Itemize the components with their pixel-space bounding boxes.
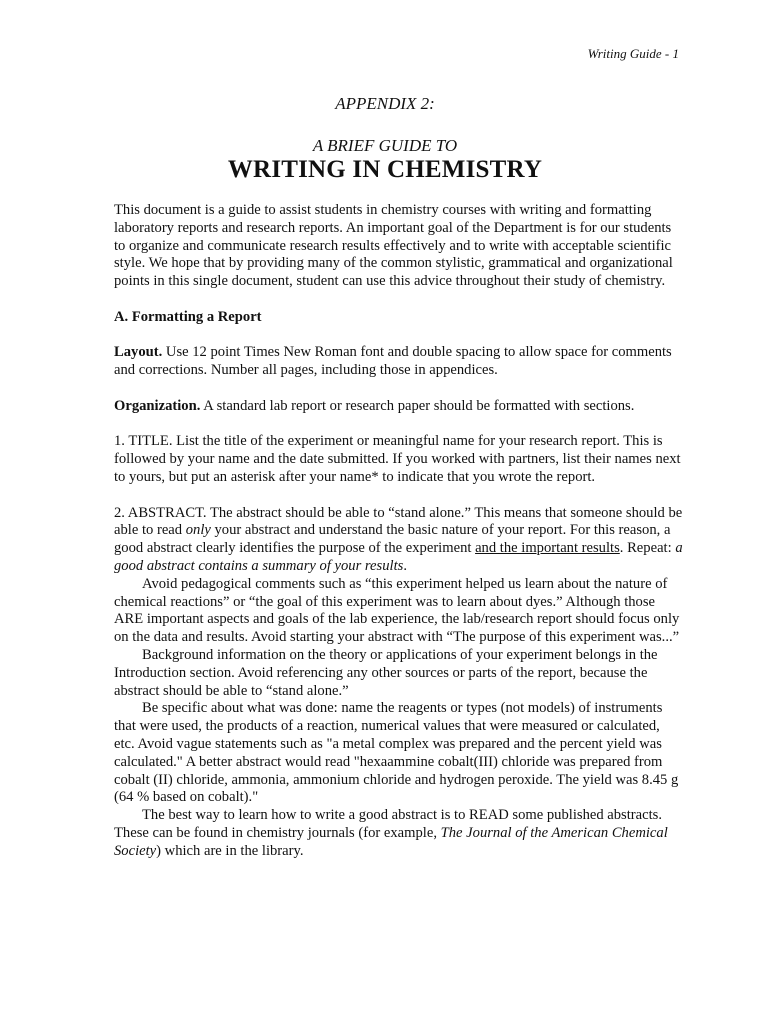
main-title: WRITING IN CHEMISTRY [227, 156, 543, 183]
abstract-only-emphasis: only [185, 522, 211, 539]
section-a-heading-text: A. Formatting a Report [114, 308, 262, 325]
abstract-text-end: . [403, 557, 407, 574]
organization-paragraph [114, 398, 684, 416]
organization-label: Organization. [114, 397, 201, 414]
document-body [114, 202, 684, 860]
best-way-text-b: ) which are in the library. [156, 842, 304, 859]
page-header: Writing Guide - 1 [587, 46, 679, 61]
journal-name: The Journal of the American Chemical Society [114, 824, 668, 859]
intro-paragraph: This document is a guide to assist students in chemistry courses with writing and formatting laboratory reports and research reports. An important goal of the Department is for our students to organize and communicate research results effectively and to write with acceptable scientific style. We hope that by providing many of the common stylistic, grammatical and organizational points in this single document, student can use this advice throughout their study of chemistry. [114, 202, 673, 290]
abstract-text-c: . Repeat: [619, 540, 676, 557]
specific-paragraph: Be specific about what was done: name the reagents or types (not models) of instruments that were used, the products of a reaction, numerical values that were measured or calculated, etc. Avoid vague statements such as "a metal complex was prepared and the percent yield was calculated." A better abstract would read "hexaammine cobalt(III) chloride was prepared from cobalt (II) chloride, ammonia, ammonium chloride and hydrogen peroxide. The yield was 8.45 g (64 % based on cobalt)." [114, 700, 679, 806]
section-a-heading [114, 309, 684, 327]
layout-text: Use 12 point Times New Roman font and double spacing to allow space for comments and corrections. Number all pages, including those in appendices. [114, 344, 672, 379]
abstract-item-paragraph [114, 505, 684, 576]
background-paragraph: Background information on the theory or applications of your experiment belongs in the Introduction section. Avoid referencing any other sources or parts of the report, because the abstract should be able to “stand alone.” [114, 646, 658, 699]
best-way-paragraph [114, 807, 684, 860]
layout-paragraph [114, 344, 684, 380]
organization-text: A standard lab report or research paper should be formatted with sections. [200, 397, 635, 414]
abstract-summary-emphasis: a good abstract contains a summary of your results [114, 540, 683, 574]
title-item-paragraph: 1. TITLE. List the title of the experiment or meaningful name for your research report. This is followed by your name and the date submitted. If you worked with partners, list their names next to yours, but put an asterisk after your name* to indicate that you wrote the report. [114, 433, 681, 485]
abstract-text-b: your abstract and understand the basic nature of your report. For this reason, a good abstract clearly identifies the purpose of the experiment [114, 522, 671, 557]
abstract-underline: and the important results [475, 540, 620, 557]
pedagogical-paragraph: Avoid pedagogical comments such as “this experiment helped us learn about the nature of chemical reactions” or “the goal of this experiment was to learn about dyes.” Although those ARE important aspects and goals of the lab experience, the lab/research report should focus only on the data and results. Avoid starting your abstract with “The purpose of this experiment was...” [114, 575, 680, 646]
appendix-title: APPENDIX 2: [335, 94, 435, 113]
abstract-text-a: 2. ABSTRACT. The abstract should be able to “stand alone.” This means that someone should be able to read [114, 504, 683, 539]
title-block [0, 94, 770, 184]
best-way-text-a: The best way to learn how to write a good abstract is to READ some published abstracts. These can be found in chemistry journals (for example, [114, 807, 662, 841]
guide-subtitle: A BRIEF GUIDE TO [312, 136, 458, 155]
layout-label: Layout. [114, 344, 163, 361]
